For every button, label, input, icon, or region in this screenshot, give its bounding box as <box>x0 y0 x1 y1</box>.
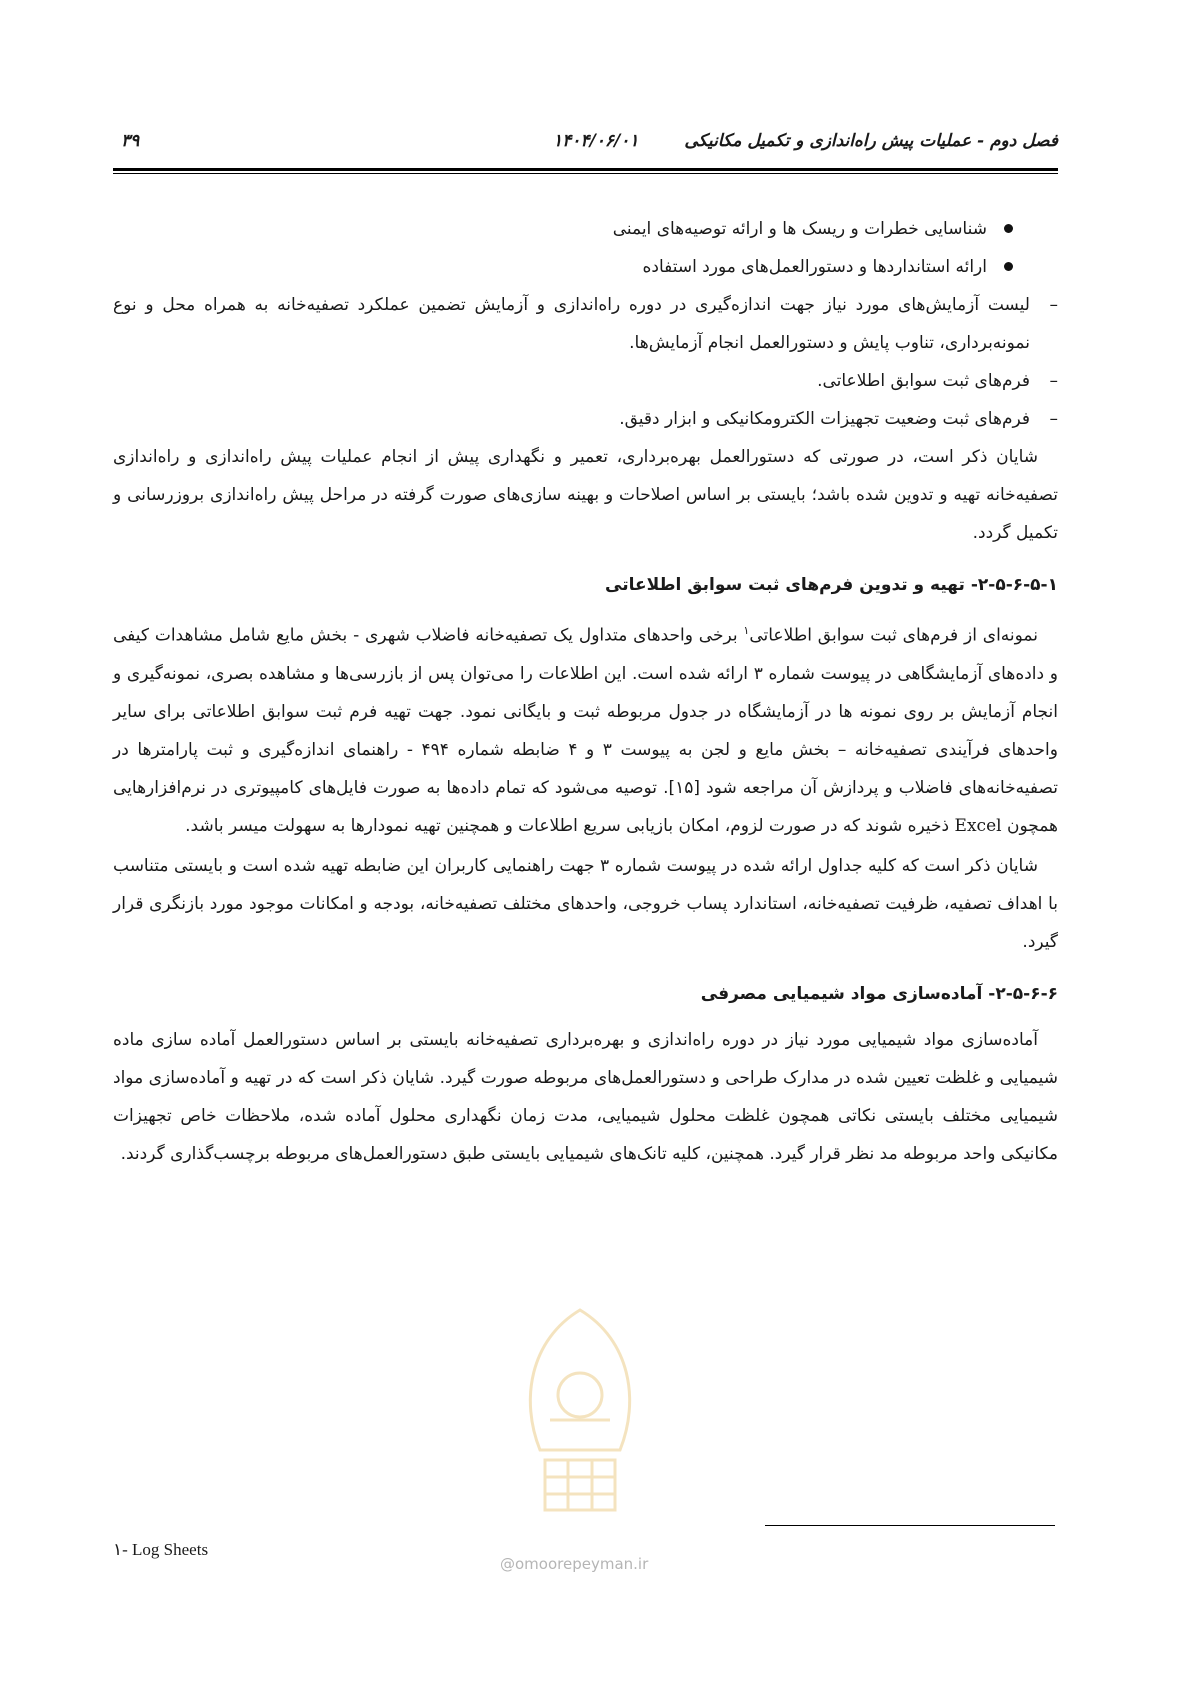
bullet-item: شناسایی خطرات و ریسک ها و ارائه توصیه‌های ایمنی <box>113 210 1013 248</box>
dash-item-text: فرم‌های ثبت وضعیت تجهیزات الکترومکانیکی و ابزار دقیق. <box>619 409 1030 429</box>
log-forms-text-c: ذخیره شوند که در صورت لزوم، امکان بازیابی سریع اطلاعات و همچنین تهیه نمودارها به سهولت میسر باشد. <box>185 815 955 836</box>
page-header <box>113 125 1058 165</box>
document-body <box>113 210 1058 1173</box>
footnote-ref[interactable]: ۱ <box>743 624 750 637</box>
intro-paragraph: شایان ذکر است، در صورتی که دستورالعمل بهره‌برداری، تعمیر و نگهداری پیش از انجام عملیات پیش راه‌اندازی و راه‌اندازی تصفیه‌خانه تهیه و تدوین شده باشد؛ بایستی بر اساس اصلاحات و بهینه سازی‌های صورت گرفته در مراحل پیش راه‌اندازی بروزرسانی و تکمیل گردد. <box>113 447 1058 543</box>
header-date: ۱۴۰۴/۰۶/۰۱ <box>553 131 639 151</box>
dash-mark: – <box>1049 409 1058 429</box>
dash-mark: – <box>1049 371 1058 391</box>
section-heading-chemicals: ۲-۵-۶-۶- آماده‌سازی مواد شیمیایی مصرفی <box>700 983 1058 1004</box>
dash-item <box>113 400 1058 438</box>
header-rule <box>113 168 1058 174</box>
footnote-rule <box>765 1525 1055 1526</box>
chapter-title: فصل دوم - عملیات پیش راه‌اندازی و تکمیل مکانیکی <box>684 131 1058 151</box>
seal-logo-icon <box>500 1300 660 1530</box>
dash-mark: – <box>1049 295 1058 315</box>
tables-note-paragraph: شایان ذکر است که کلیه جداول ارائه شده در پیوست شماره ۳ جهت راهنمایی کاربران این ضابطه تهیه شده است و بایستی متناسب با اهداف تصفیه، ظرفیت تصفیه‌خانه، استاندارد پساب خروجی، واحدهای مختلف تصفیه‌خانه، بودجه و امکانات موجود مورد بازنگری قرار گیرد. <box>113 855 1058 952</box>
dash-item <box>113 362 1058 400</box>
excel-term: Excel <box>954 815 1002 836</box>
log-forms-text-a: نمونه‌ای از فرم‌های ثبت سوابق اطلاعاتی <box>749 625 1038 646</box>
log-forms-paragraph <box>113 612 1058 845</box>
dash-item-text: لیست آزمایش‌های مورد نیاز جهت اندازه‌گیری در دوره راه‌اندازی و آزمایش تضمین عملکرد تصفیه‌خانه به همراه محل و نوع نمونه‌برداری، تناوب پایش و دستورالعمل انجام آزمایش‌ها. <box>113 295 1030 353</box>
watermark-text: @omoorepeyman.ir <box>500 1555 649 1573</box>
footnote: ۱- Log Sheets <box>113 1540 209 1559</box>
log-forms-text-b: برخی واحدهای متداول یک تصفیه‌خانه فاضلاب شهری - بخش مایع شامل مشاهدات کیفی و داده‌های آزمایشگاهی در پیوست شماره ۳ ارائه شده است. این اطلاعات را می‌توان پس از بازرسی‌ها و مشاهده بصری، نمونه‌گیری و انجام آزمایش بر روی نمونه ها در آزمایشگاه در جدول مربوطه ثبت و بایگانی نمود. جهت تهیه فرم ثبت سوابق اطلاعاتی برای سایر واحدهای فرآیندی تصفیه‌خانه – بخش مایع و لجن به پیوست ۳ و ۴ ضابطه شماره ۴۹۴ - راهنمای اندازه‌گیری و ثبت پارامترها در تصفیه‌خانه‌های فاضلاب و پردازش آن مراجعه شود [۱۵]. توصیه می‌شود که تمام داده‌ها به صورت فایل‌های کامپیوتری در نرم‌افزارهایی همچون <box>113 625 1058 836</box>
dash-item-text: فرم‌های ثبت سوابق اطلاعاتی. <box>817 371 1030 391</box>
section-heading-log-forms: ۲-۵-۶-۵-۱- تهیه و تدوین فرم‌های ثبت سوابق اطلاعاتی <box>605 575 1058 595</box>
dash-item <box>113 286 1058 362</box>
chemicals-paragraph: آماده‌سازی مواد شیمیایی مورد نیاز در دوره راه‌اندازی و بهره‌برداری تصفیه‌خانه بایستی بر اساس دستورالعمل آماده سازی ماده شیمیایی و غلظت تعیین شده در مدارک طراحی و دستورالعمل‌های مربوطه صورت گیرد. شایان ذکر است که در تهیه و آماده‌سازی مواد شیمیایی مختلف بایستی نکاتی همچون غلظت محلول شیمیایی، مدت زمان نگهداری محلول آماده شده، ملاحظات خاص تجهیزات مکانیکی واحد مربوطه مد نظر قرار گیرد. همچنین، کلیه تانک‌های شیمیایی بایستی طبق دستورالعمل‌های مربوطه برچسب‌گذاری گردند. <box>113 1029 1058 1164</box>
bullet-item: ارائه استانداردها و دستورالعمل‌های مورد استفاده <box>113 248 1013 286</box>
page-number: ۳۹ <box>121 131 140 151</box>
